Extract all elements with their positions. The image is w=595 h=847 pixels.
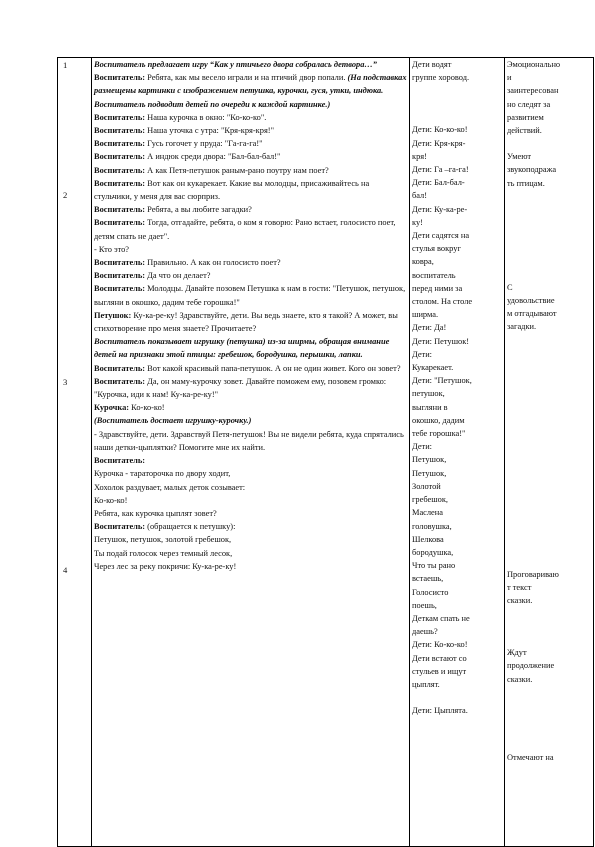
children-line: Голосисто [412,587,449,597]
children-text [412,58,502,717]
outcome-line [507,229,591,242]
children-line: Петушок, [412,468,447,478]
children-line: Дети: Ко-ко-ко! [412,640,468,650]
stage-number: 2 [63,190,68,200]
outcomes-column [505,58,594,847]
speaker-label: Воспитатель: [94,271,148,281]
activity-text-run: Наша курочка в окно: "Ко-ко-ко". [147,112,267,122]
children-line: петушок, [412,389,445,399]
outcome-line [507,347,591,360]
activity-text-run: - Здравствуйте, дети. Здравствуй Петя-петушок! Вы не видели ребята, куда спрятались наши детки-цыплятки? Помогите мне их найти. [94,429,404,452]
activity-paragraph [94,243,407,256]
children-line: Деткам спать не [412,613,470,623]
activity-text-run: Молодцы. Давайте позовем Петушка к нам в гости: "Петушок, петушок, выгляни в окошко, дадим тебе горошка!" [94,284,406,307]
activity-text-run: Курочка - тараторочка по двору ходит, [94,469,231,479]
activity-text-run: Ты подай голосок через темный лесок, [94,548,233,558]
children-line: кря! [412,151,427,161]
children-line: столом. На столе [412,297,473,307]
outcome-line: Ждут [507,648,527,658]
outcome-line [507,712,591,725]
outcome-line [507,738,591,751]
stage-number: 4 [63,565,68,575]
activity-paragraph [94,164,407,177]
children-line: тебе горошка!" [412,429,466,439]
outcome-line: и [507,73,512,83]
children-line: окошко, дадим [412,415,465,425]
speaker-label: Петушок: [94,310,134,320]
outcome-line: т текст [507,582,532,592]
children-line: Маслена [412,508,443,518]
children-line: Дети встают со [412,653,467,663]
outcome-line: действий. [507,126,542,136]
activity-text-run: - Кто это? [94,244,130,254]
activity-paragraph [94,58,407,71]
children-line: Золотой [412,481,441,491]
activity-paragraph [94,98,407,111]
outcomes-text [507,58,591,764]
outcome-line [507,490,591,503]
outcome-line: Отмечают на [507,752,554,762]
outcome-line [507,555,591,568]
children-line: Дети: Ко-ко-ко! [412,125,468,135]
activity-text-run: А как Петя-петушок раным-рано поутру нам поет? [147,165,329,175]
activity-text-run: Тогда, отгадайте, ребята, о ком я говорю: Рано встает, голосисто поет, детям спать не дает". [94,218,396,241]
activity-text-run: Ребята, как мы весело играли и на птичий двор попали. [147,73,348,83]
activity-text-run: А индюк среди двора: "Бал-бал-бал!" [147,152,281,162]
children-line: ковра, [412,257,434,267]
speaker-label: Воспитатель: [94,139,148,149]
children-line: Петушок, [412,455,447,465]
children-line: головушка, [412,521,452,531]
children-line: Дети: Га –га-га! [412,165,469,175]
children-line: группе хоровод. [412,73,470,83]
outcome-line [507,451,591,464]
activity-text-run: (обращается к петушку): [147,522,236,532]
outcome-line [507,386,591,399]
children-line: даешь? [412,627,438,637]
children-line: Дети: Цыплята. [412,706,468,716]
speaker-label: Воспитатель: [94,522,148,532]
outcome-line: Умеют [507,152,532,162]
speaker-label: Курочка: [94,403,132,413]
children-line: воспитатель [412,270,456,280]
activity-paragraph [94,71,407,97]
children-line [412,84,502,97]
children-line: Дети: [412,349,433,359]
outcome-line [507,373,591,386]
activity-text-run: Петушок, петушок, золотой гребешок, [94,535,232,545]
activity-paragraph [94,520,407,533]
speaker-label: Воспитатель: [94,152,148,162]
activity-paragraph [94,547,407,560]
children-line: поешь, [412,600,437,610]
children-line: Дети: Бал-бал- [412,178,465,188]
activity-paragraph [94,177,407,203]
activity-text-run: Гусь гогочет у пруда: "Га-га-га!" [147,139,263,149]
activity-text-run: Да что он делает? [147,271,211,281]
children-line: Дети: Кря-кря- [412,138,466,148]
lesson-table [57,57,594,847]
stage-number-column [58,58,92,847]
speaker-label: Воспитатель: [94,363,148,373]
outcome-line [507,399,591,412]
activity-text-run: Наша уточка с утра: "Кря-кря-кря!" [147,126,275,136]
children-line: ку! [412,217,423,227]
outcome-line [507,216,591,229]
outcome-line: Проговариваю [507,569,559,579]
outcome-line [507,620,591,633]
activity-text-run: Ко-ко-ко! [131,403,165,413]
children-line: бал! [412,191,428,201]
activity-paragraph [94,560,407,573]
outcome-line: сказки. [507,674,533,684]
activity-paragraph [94,203,407,216]
stage-direction: Воспитатель предлагает игру “Как у птичьего двора собралась детвора…” [94,60,377,69]
speaker-label: Воспитатель: [94,178,148,188]
activity-paragraph [94,362,407,375]
speaker-label: Воспитатель: [94,165,148,175]
activity-text-run: Да, он маму-курочку зовет. Давайте поможем ему, позовем громко: "Курочка, иди к нам! Ку-ка-ре-ку!" [94,376,387,400]
activity-paragraph [94,401,407,414]
activity-text-run: Вот какой красивый папа-петушок. А он не один живет. Кого он зовет? [147,363,401,373]
activity-paragraph [94,335,407,361]
children-line: Дети: Ку-ка-ре- [412,204,468,214]
children-line: встаешь, [412,574,444,584]
outcome-line [507,190,591,203]
children-line [412,110,502,123]
activity-paragraph [94,428,407,454]
activity-paragraph [94,507,407,520]
speaker-label: Воспитатель: [94,284,148,294]
children-line: гребешок, [412,495,449,505]
outcome-line [507,242,591,255]
outcome-line: ть птицам. [507,178,545,188]
stage-number: 3 [63,377,68,387]
children-line: стулья вокруг [412,244,461,254]
outcome-line: продолжение [507,661,555,671]
activity-text-run: Ку-ка-ре-ку! Здравствуйте, дети. Вы ведь знаете, кто я такой? А может, вы стихотворение про меня знаете? Прочитаете? [94,310,398,334]
children-line [412,691,502,704]
activity-paragraph [94,137,407,150]
outcome-line: С [507,282,513,292]
children-line [412,97,502,110]
outcome-line [507,529,591,542]
activity-paragraph [94,309,407,335]
outcome-line: но следят за [507,99,551,109]
children-line: бородушка, [412,547,454,557]
activity-text-run: Вот как он кукарекает. Какие вы молодцы, присаживайтесь на стульчики, у меня для вас сюрприз. [94,178,370,202]
speaker-label: Воспитатель: [94,456,146,466]
outcome-line [507,255,591,268]
activity-text-run: Ребята, а вы любите загадки? [147,205,252,215]
stage-direction: (На подставках размещены картинки с изображением петушка, курочки, гуся, утки, индюка. [94,73,407,96]
children-line: стульев и ищут [412,666,467,676]
outcome-line [507,542,591,555]
activity-text-run: Ко-ко-ко! [94,495,128,505]
stage-direction: Воспитатель показывает игрушку (петушка) из-за ширмы, обращая внимание детей на признаки этой птицы: гребешок, бородушка, перышки, лапки. [94,337,390,360]
outcome-line [507,633,591,646]
outcome-line [507,425,591,438]
activity-paragraph [94,494,407,507]
outcome-line: заинтересован [507,86,559,96]
outcome-line [507,464,591,477]
outcome-line: звукоподража [507,165,557,175]
activity-text-run: Через лес за реку покричи: Ку-ка-ре-ку! [94,561,237,571]
outcome-line: м отгадывают [507,309,557,319]
children-line: выгляни в [412,402,448,412]
speaker-label: Воспитатель: [94,126,148,136]
activity-paragraph [94,375,407,401]
outcome-line [507,477,591,490]
outcome-line [507,334,591,347]
children-line: перед ними за [412,283,463,293]
outcome-line [507,607,591,620]
activity-paragraph [94,533,407,546]
activity-paragraph [94,282,407,308]
outcome-line: сказки. [507,596,533,606]
children-activity-column [410,58,505,847]
activity-paragraph [94,481,407,494]
activity-paragraph [94,111,407,124]
children-line: Дети садятся на [412,231,470,241]
children-line: Дети: Петушок! [412,336,470,346]
children-line: Кукарекает. [412,363,454,373]
stage-direction: (Воспитатель достает игрушку-курочку.) [94,416,252,426]
children-line: цыплят. [412,679,440,689]
children-line: Дети: [412,442,433,452]
activity-text [94,58,407,573]
children-line: Дети: "Петушок, [412,376,472,386]
speaker-label: Воспитатель: [94,73,148,83]
outcome-line: развитием [507,112,544,122]
activity-paragraph [94,124,407,137]
children-line: Дети водят [412,60,452,69]
outcome-line [507,412,591,425]
outcome-line: удовольствие [507,296,555,306]
speaker-label: Воспитатель: [94,112,148,122]
teacher-activity-column [92,58,410,847]
children-line: Дети: Да! [412,323,447,333]
activity-text-run: Правильно. А как он голосисто поет? [147,258,281,268]
speaker-label: Воспитатель: [94,205,148,215]
outcome-line [507,438,591,451]
activity-paragraph [94,216,407,242]
stage-direction: Воспитатель подводит детей по очереди к каждой картинке.) [94,99,331,109]
outcome-line [507,503,591,516]
outcome-line [507,203,591,216]
outcome-line [507,137,591,150]
speaker-label: Воспитатель: [94,376,148,386]
outcome-line [507,686,591,699]
activity-paragraph [94,414,407,427]
outcome-line [507,699,591,712]
speaker-label: Воспитатель: [94,218,148,228]
outcome-line [507,516,591,529]
outcome-line: Эмоционально [507,60,561,69]
children-line: ширма. [412,310,439,320]
children-line: Что ты рано [412,561,456,571]
outcome-line [507,360,591,373]
children-line: Шелкова [412,534,444,544]
outcome-line [507,725,591,738]
activity-text-run: Ребята, как курочка цыплят зовет? [94,508,217,518]
activity-paragraph [94,256,407,269]
activity-paragraph [94,150,407,163]
activity-paragraph [94,269,407,282]
table-row [58,58,594,847]
outcome-line [507,268,591,281]
activity-text-run: Хохолок раздувает, малых деток созывает: [94,482,246,492]
speaker-label: Воспитатель: [94,258,148,268]
activity-paragraph [94,467,407,480]
activity-paragraph [94,454,407,467]
outcome-line: загадки. [507,322,537,332]
stage-number: 1 [63,60,68,70]
